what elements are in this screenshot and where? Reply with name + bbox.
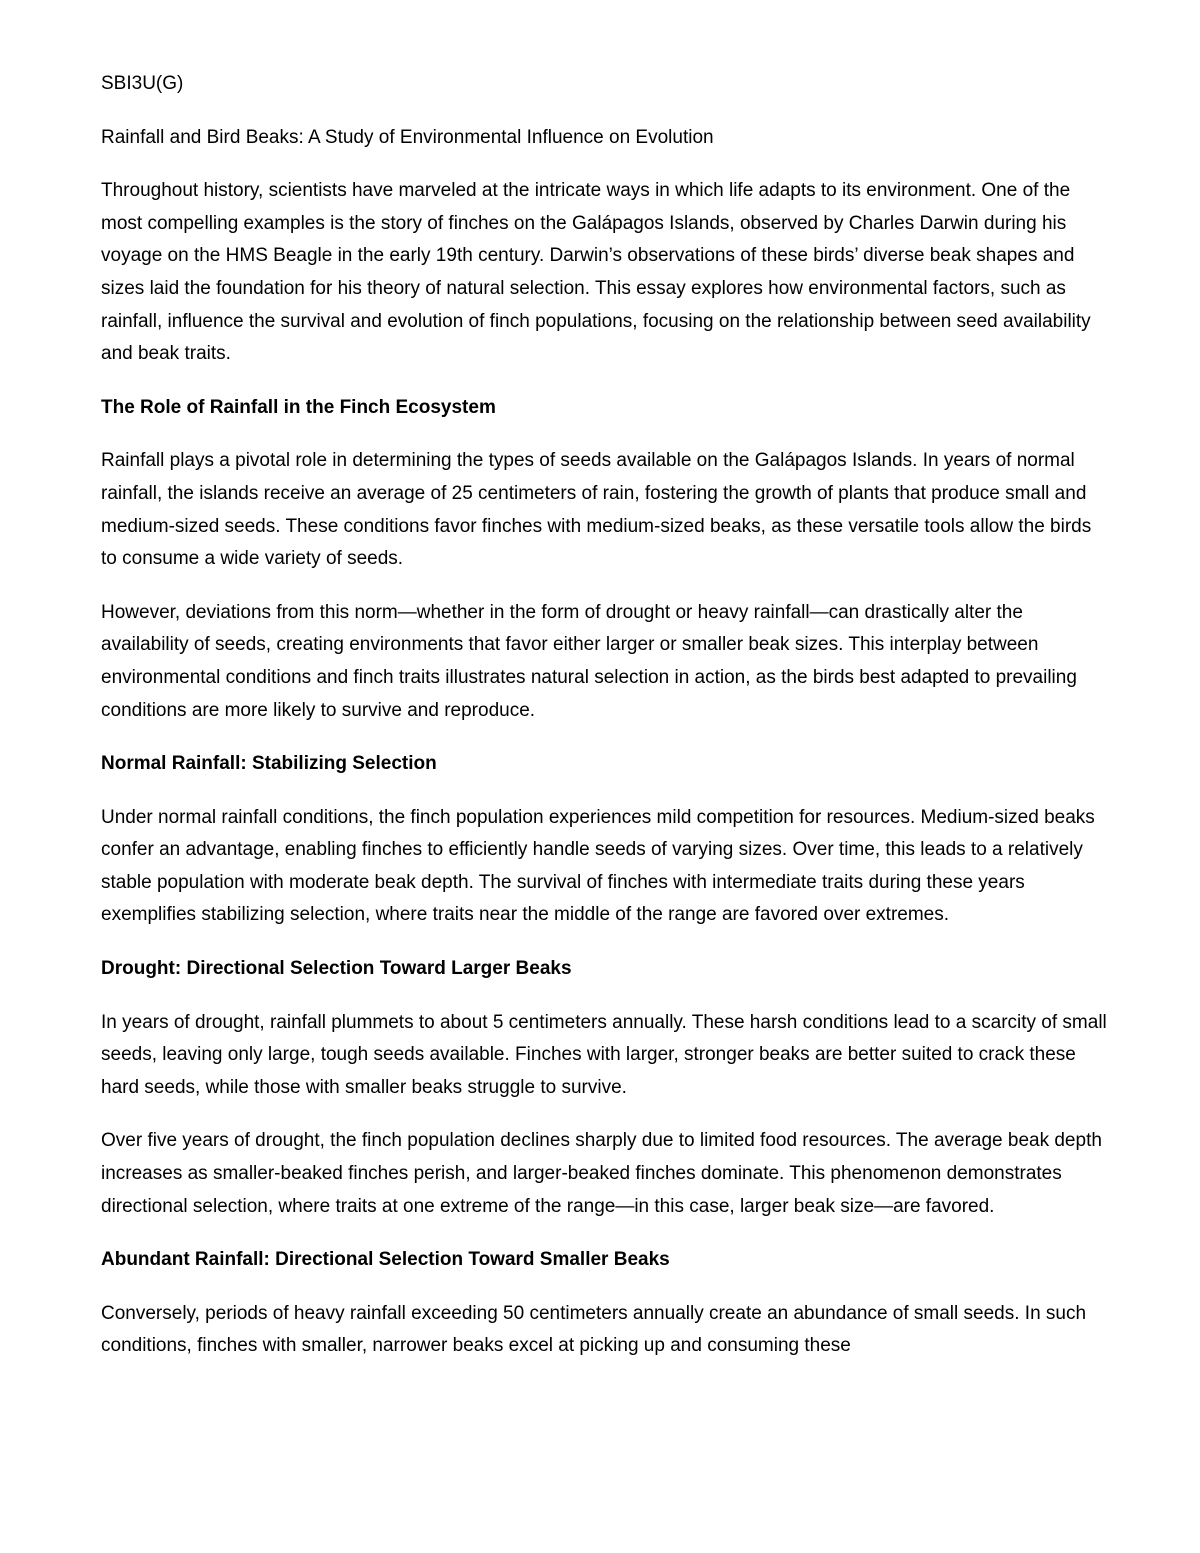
document-title: Rainfall and Bird Beaks: A Study of Environmental Influence on Evolution [101, 126, 714, 148]
section-heading-abundant-rainfall: Abundant Rainfall: Directional Selection Toward Smaller Beaks [101, 1249, 670, 1271]
paragraph: However, deviations from this norm—whether in the form of drought or heavy rainfall—can drastically alter the availability of seeds, creating environments that favor either larger or smaller beak sizes. This interplay between environmental conditions and finch traits illustrates natural selection in action, as the birds best adapted to prevailing conditions are more likely to survive and reproduce. [101, 601, 1077, 721]
paragraph: Conversely, periods of heavy rainfall exceeding 50 centimeters annually create an abundance of small seeds. In such conditions, finches with smaller, narrower beaks excel at picking up and consuming these [101, 1302, 1087, 1357]
paragraph: In years of drought, rainfall plummets to about 5 centimeters annually. These harsh conditions lead to a scarcity of small seeds, leaving only large, tough seeds available. Finches with larger, stronger beaks are better suited to crack these hard seeds, while those with smaller beaks struggle to survive. [101, 1011, 1107, 1098]
intro-paragraph: Throughout history, scientists have marveled at the intricate ways in which life adapts to its environment. One of the most compelling examples is the story of finches on the Galápagos Islands, observed by Charles Darwin during his voyage on the HMS Beagle in the early 19th century. Darwin’s observations of these birds’ diverse beak shapes and sizes laid the foundation for his theory of natural selection. This essay explores how environmental factors, such as rainfall, influence the survival and evolution of finch populations, focusing on the relationship between seed availability and beak traits. [101, 180, 1091, 365]
paragraph: Over five years of drought, the finch population declines sharply due to limited food resources. The average beak depth increases as smaller-beaked finches perish, and larger-beaked finches dominate. This phenomenon demonstrates directional selection, where traits at one extreme of the range—in this case, larger beak size—are favored. [101, 1130, 1102, 1217]
course-code: SBI3U(G) [101, 73, 184, 94]
section-heading-role-of-rainfall: The Role of Rainfall in the Finch Ecosystem [101, 396, 496, 418]
section-heading-normal-rainfall: Normal Rainfall: Stabilizing Selection [101, 753, 437, 775]
paragraph: Rainfall plays a pivotal role in determining the types of seeds available on the Galápagos Islands. In years of normal rainfall, the islands receive an average of 25 centimeters of rain, fostering the growth of plants that produce small and medium-sized seeds. These conditions favor finches with medium-sized beaks, as these versatile tools allow the birds to consume a wide variety of seeds. [101, 450, 1092, 570]
document-body [101, 68, 1111, 1384]
paragraph: Under normal rainfall conditions, the finch population experiences mild competition for resources. Medium-sized beaks confer an advantage, enabling finches to efficiently handle seeds of varying sizes. Over time, this leads to a relatively stable population with moderate beak depth. The survival of finches with intermediate traits during these years exemplifies stabilizing selection, where traits near the middle of the range are favored over extremes. [101, 806, 1095, 926]
section-heading-drought: Drought: Directional Selection Toward Larger Beaks [101, 958, 572, 980]
